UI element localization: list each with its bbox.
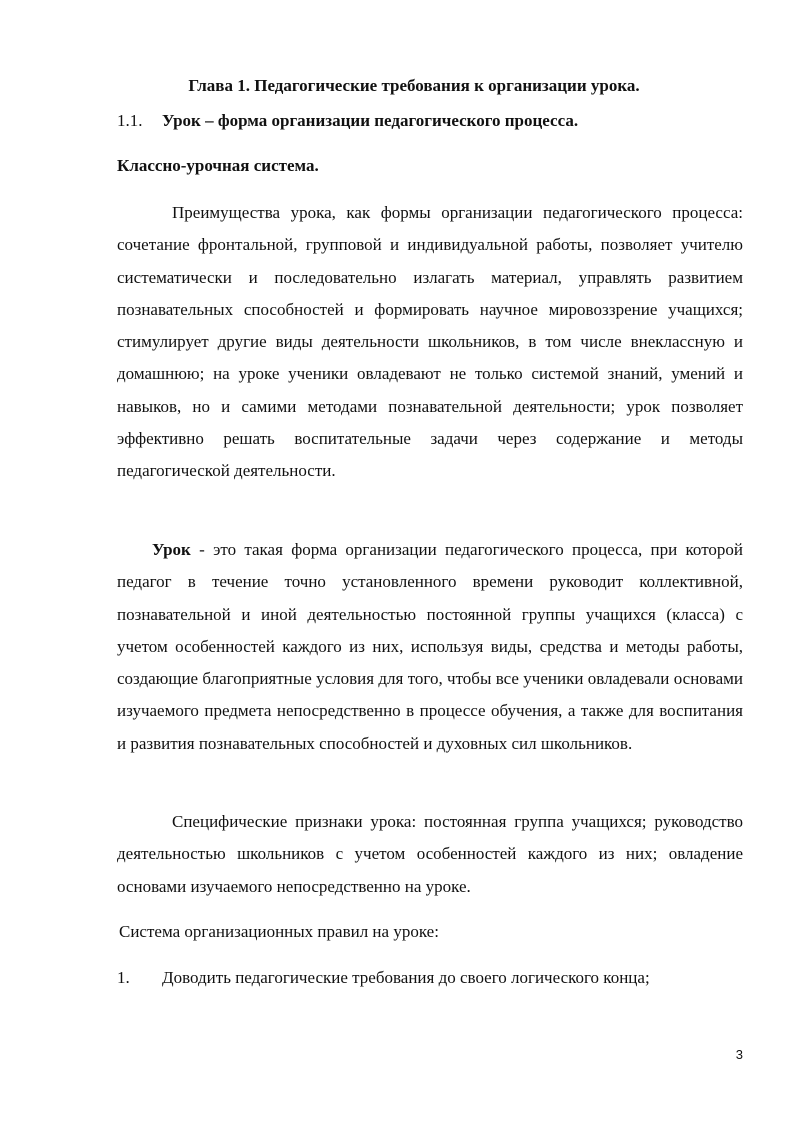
list-item-number: 1.	[117, 968, 130, 987]
paragraph-lesson-definition	[117, 534, 743, 760]
definition-text: - это такая форма организации педагогического процесса, при которой педагог в течение точно установленного времени руководит коллективной, познавательной и иной деятельностью постоянной группы учащихся (класса) с учетом особенностей каждого из них, используя виды, средства и методы работы, создающие благоприятные условия для того, чтобы все ученики овладевали основами изучаемого предмета непосредственно в процессе обучения, а также для воспитания и развития познавательных способностей и духовных сил школьников.	[117, 540, 743, 753]
paragraph-advantages: Преимущества урока, как формы организации педагогического процесса: сочетание фронтальной, групповой и индивидуальной работы, позволяет учителю систематически и последовательно излагать материал, управлять развитием познавательных способностей и формировать научное мировоззрение учащихся; стимулирует другие виды деятельности школьников, в том числе внеклассную и домашнюю; на уроке ученики овладевают не только системой знаний, умений и навыков, но и самими методами познавательной деятельности; урок позволяет эффективно решать воспитательные задачи через содержание и методы педагогической деятельности.	[117, 203, 743, 481]
paragraph-specific-features: Специфические признаки урока: постоянная группа учащихся; руководство деятельностью школьников с учетом особенностей каждого из них; овладение основами изучаемого непосредственно на уроке.	[117, 812, 743, 896]
subheading: Классно-урочная система.	[117, 156, 319, 175]
term-lesson: Урок	[152, 540, 191, 559]
rules-heading: Система организационных правил на уроке:	[119, 922, 439, 941]
section-title: Урок – форма организации педагогического процесса.	[162, 111, 579, 130]
chapter-title: Глава 1. Педагогические требования к организации урока.	[188, 76, 640, 95]
list-item-text: Доводить педагогические требования до своего логического конца;	[162, 968, 650, 987]
page-number: 3	[735, 1047, 743, 1062]
section-number: 1.1.	[117, 111, 143, 130]
